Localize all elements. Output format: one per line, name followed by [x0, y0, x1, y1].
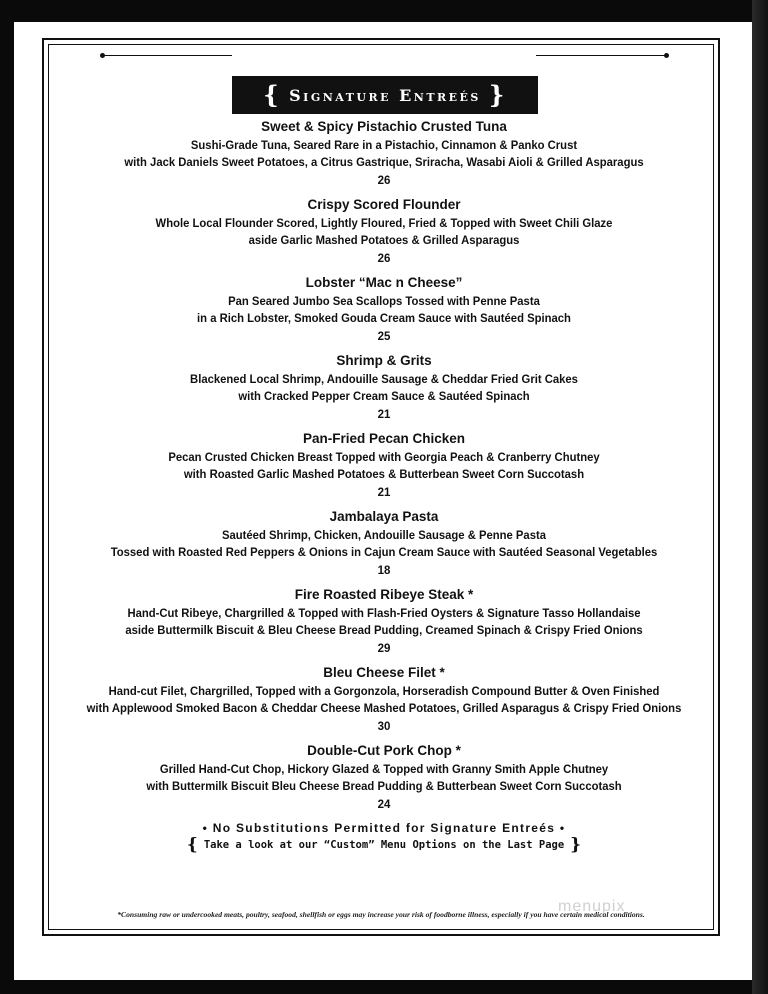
- menu-item-description: Sautéed Shrimp, Chicken, Andouille Sausage & Penne Pasta: [221, 530, 546, 542]
- custom-note-left-brace: {: [186, 835, 198, 855]
- menu-item: [44, 430, 724, 502]
- menu-item-price: 21: [377, 487, 391, 499]
- scanner-edge: [752, 0, 768, 994]
- menu-item: [44, 664, 724, 736]
- menu-item-price: 25: [377, 331, 391, 343]
- custom-note-text: Take a look at our “Custom” Menu Options on the Last Page: [203, 839, 565, 851]
- section-header: [232, 76, 538, 114]
- header-right-brace: }: [488, 80, 507, 109]
- header-right-rule: [536, 55, 666, 56]
- menu-item-description: Pan Seared Jumbo Sea Scallops Tossed with Penne Pasta: [228, 296, 540, 308]
- menu-item-name: Shrimp & Grits: [336, 353, 432, 368]
- custom-menu-note: [44, 836, 724, 854]
- menu-item-description: aside Garlic Mashed Potatoes & Grilled Asparagus: [248, 235, 520, 247]
- header-right-dot: [664, 53, 669, 58]
- menu-item-price: 21: [377, 409, 391, 421]
- menu-item: [44, 118, 724, 190]
- menu-item-price: 26: [377, 253, 391, 265]
- menu-item-description: with Applewood Smoked Bacon & Cheddar Cheese Mashed Potatoes, Grilled Asparagus & Crispy Fried Onions: [86, 703, 682, 715]
- food-safety-disclaimer: *Consuming raw or undercooked meats, poultry, seafood, shellfish or eggs may increase your risk of foodborne illness, especially if you have certain medical conditions.: [117, 910, 645, 919]
- menu-item-description: Hand-Cut Ribeye, Chargrilled & Topped with Flash-Fried Oysters & Signature Tasso Hollandaise: [127, 608, 641, 620]
- menu-item-price: 18: [377, 565, 391, 577]
- menu-item-description: Sushi-Grade Tuna, Seared Rare in a Pistachio, Cinnamon & Panko Crust: [190, 140, 578, 152]
- menu-item-description: Whole Local Flounder Scored, Lightly Floured, Fried & Topped with Sweet Chili Glaze: [155, 218, 613, 230]
- menu-item-description: Tossed with Roasted Red Peppers & Onions in Cajun Cream Sauce with Sautéed Seasonal Vegetables: [110, 547, 658, 559]
- menu-items: [44, 118, 724, 854]
- menu-item-name: Fire Roasted Ribeye Steak *: [294, 587, 474, 602]
- watermark: menupix: [558, 898, 626, 915]
- menu-item: [44, 508, 724, 580]
- menu-item-description: with Jack Daniels Sweet Potatoes, a Citrus Gastrique, Sriracha, Wasabi Aioli & Grilled Asparagus: [124, 157, 644, 169]
- menu-item: [44, 586, 724, 658]
- menu-item-description: in a Rich Lobster, Smoked Gouda Cream Sauce with Sautéed Spinach: [197, 313, 571, 325]
- menu-item-description: Hand-cut Filet, Chargrilled, Topped with a Gorgonzola, Horseradish Compound Butter & Oven Finished: [108, 686, 660, 698]
- menu-item: [44, 742, 724, 814]
- menu-item-price: 29: [377, 643, 391, 655]
- no-substitutions-note: • No Substitutions Permitted for Signature Entreés •: [202, 821, 566, 835]
- menu-item-name: Sweet & Spicy Pistachio Crusted Tuna: [261, 119, 507, 134]
- menu-item-price: 24: [377, 799, 391, 811]
- menu-item: [44, 274, 724, 346]
- menu-item-name: Jambalaya Pasta: [329, 509, 439, 524]
- menu-item-name: Pan-Fried Pecan Chicken: [302, 431, 466, 446]
- menu-item-description: Grilled Hand-Cut Chop, Hickory Glazed & Topped with Granny Smith Apple Chutney: [159, 764, 609, 776]
- custom-note-right-brace: }: [570, 835, 582, 855]
- menu-item-description: with Cracked Pepper Cream Sauce & Sautéed Spinach: [238, 391, 530, 403]
- menu-item-description: Pecan Crusted Chicken Breast Topped with Georgia Peach & Cranberry Chutney: [168, 452, 600, 464]
- menu-item-name: Crispy Scored Flounder: [307, 197, 461, 212]
- menu-item-name: Double-Cut Pork Chop *: [307, 743, 461, 758]
- menu-item-name: Bleu Cheese Filet *: [323, 665, 445, 680]
- menu-item-description: with Roasted Garlic Mashed Potatoes & Butterbean Sweet Corn Succotash: [183, 469, 585, 481]
- menu-item: [44, 196, 724, 268]
- header-left-rule: [104, 55, 232, 56]
- menu-item: [44, 352, 724, 424]
- menu-item-description: aside Buttermilk Biscuit & Bleu Cheese Bread Pudding, Creamed Spinach & Crispy Fried Onions: [125, 625, 643, 637]
- menu-item-description: Blackened Local Shrimp, Andouille Sausage & Cheddar Fried Grit Cakes: [190, 374, 578, 386]
- menu-item-description: with Buttermilk Biscuit Bleu Cheese Bread Pudding & Butterbean Sweet Corn Succotash: [146, 781, 622, 793]
- menu-item-price: 30: [377, 721, 391, 733]
- header-left-brace: {: [263, 80, 282, 109]
- menu-item-name: Lobster “Mac n Cheese”: [305, 275, 463, 290]
- menu-item-price: 26: [377, 175, 391, 187]
- section-title: Signature Entreés: [289, 85, 481, 105]
